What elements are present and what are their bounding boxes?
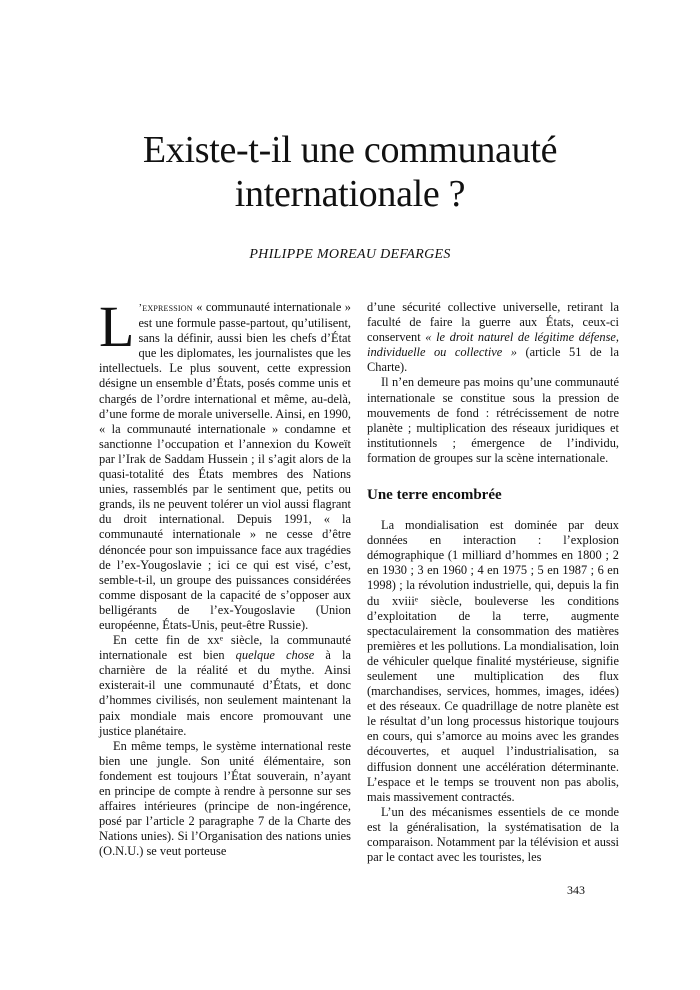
article-title [0, 128, 700, 216]
paragraph: En même temps, le système international reste bien une jungle. Son unité élémentaire, son fondement est toujours l’État souverain, n’ayant en principe de compte à rendre à personne sur ses affaires intérieures (principe de non-ingérence, posé par l’article 2 paragraphe 7 de la Charte des Nations unies). Si l’Organisation des nations unies (O.N.U.) se veut porteuse [99, 738, 351, 859]
intro-paragraph [99, 294, 351, 633]
paragraph [367, 300, 619, 375]
quotation: « le droit naturel de légitime défense, individuelle ou collective » [367, 330, 619, 360]
paragraph: L’un des mécanismes essentiels de ce monde est la généralisation, la systématisation de la comparaison. Notamment par la télévision et aussi par le contact avec les touristes, les [367, 804, 619, 865]
paragraph-text: En cette fin de xxᵉ siècle, la communauté internationale est bien [99, 633, 351, 663]
paragraph-text: d’une sécurité collective universelle, retirant la faculté de faire la guerre aux États, ceux-ci conservent [367, 300, 619, 345]
section-heading: Une terre encombrée [367, 487, 502, 504]
emphasis: quelque chose [235, 648, 315, 663]
title-line-1: Existe-t-il une communauté [142, 129, 558, 171]
page-number: 343 [567, 883, 585, 897]
paragraph: La mondialisation est dominée par deux données en interaction : l’explosion démographique (1 milliard d’hommes en 1800 ; 2 en 1930 ; 3 en 1960 ; 4 en 1975 ; 5 en 1987 ; 6 en 1998) ; la révolution industrielle, qui, depuis la fin du xviiiᵉ siècle, bouleverse les conditions d’exploitation de la terre, augmente spectaculairement la consommation des matières premières et les pollutions. La mondialisation, loin de véhiculer quelque finalité mystérieuse, signifie seulement une multiplication des flux (marchandises, services, hommes, images, idées) et des réseaux. Ce quadrillage de notre planète est le résultat d’un long processus historique toujours en cours, qui s’amorce au moins avec les grandes découvertes, et auquel l’industrialisation, sa diffusion donnent une accélération déterminante. L’espace et le temps se trouvent non pas abolis, mais massivement contractés. [367, 518, 619, 804]
left-column [99, 294, 352, 859]
paragraph-text: (article 51 de la Charte). [367, 345, 619, 375]
drop-cap: L [99, 294, 135, 359]
lead-in: ’expression [138, 302, 193, 314]
intro-text: « communauté internationale » est une formule passe-partout, qu’utilisent, sans la définir, aussi bien les chefs d’État que les diplomates, les journalistes que les intellectuels. Le plus souvent, cette expression désigne un ensemble d’États, posés comme unis et chargés de l’ordre international et même, au-delà, d’une forme de morale universelle. Ainsi, en 1990, « la communauté internationale » condamne et sanctionne l’occupation et l’annexion du Koweït par l’Irak de Saddam Hussein ; il s’agit alors de la quasi-totalité des États membres des Nations unies, rassemblés par le sentiment que, petits ou grands, ils ne peuvent tolérer un viol aussi flagrant du droit international. Depuis 1991, « la communauté internationale » ne cesse d’être dénoncée pour son impuissance face aux tragédies de l’ex-Yougoslavie ; ici ce qui est visé, c’est, semble-t-il, un groupe des puissances considérées comme disposant de la capacité de s’opposer aux belligérants de l’ex-Yougoslavie (Union européenne, États-Unis, peut-être Russie). [99, 300, 351, 632]
paragraph-text: à la charnière de la réalité et du mythe. Ainsi existerait-il une communauté d’États, et donc d’hommes civilisés, non seulement maintenant la paix mondiale mais encore promouvant une justice planétaire. [99, 648, 352, 738]
right-column [367, 300, 619, 865]
author-name: PHILIPPE MOREAU DEFARGES [249, 247, 451, 262]
paragraph: Il n’en demeure pas moins qu’une communauté internationale se constitue sous la pression de mouvements de fond : rétrécissement de notre planète ; multiplication des réseaux juridiques et institutionnels ; émergence de l’individu, formation de groupes sur la scène internationale. [367, 375, 619, 465]
title-line-2: internationale ? [234, 173, 466, 215]
paragraph [99, 633, 351, 739]
